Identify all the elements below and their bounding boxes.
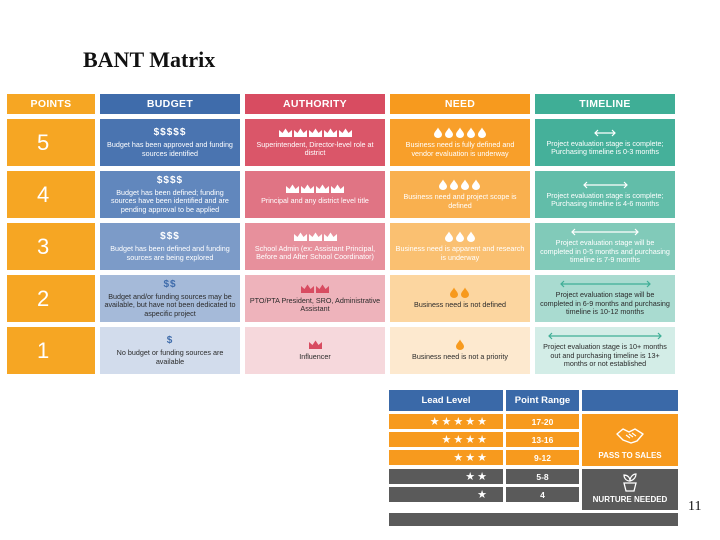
need-cell xyxy=(390,275,530,322)
authority-description: Influencer xyxy=(299,351,331,361)
lead-header-blank xyxy=(582,390,678,411)
drop-icon xyxy=(434,128,442,139)
need-cell xyxy=(390,223,530,270)
budget-dollar-icons: $$$$$ xyxy=(153,127,187,139)
budget-description: Budget has been approved and funding sources identified xyxy=(107,140,233,158)
drop-icon xyxy=(450,288,458,299)
authority-description: School Admin (ex: Assistant Principal, Before and After School Coordinator) xyxy=(254,243,376,261)
need-description: Business need and project scope is defined xyxy=(403,192,517,210)
page-number: 11 xyxy=(688,499,702,514)
authority-description: Superintendent, Director-level role at district xyxy=(256,139,374,157)
budget-description: Budget has been defined; funding sources have been identified and are pending approval to be applied xyxy=(111,187,229,214)
matrix-header-row xyxy=(7,94,678,114)
drop-icon xyxy=(445,232,453,243)
crown-icon xyxy=(301,184,314,193)
crown-icon xyxy=(294,128,307,137)
crown-icon xyxy=(316,184,329,193)
timeline-cell xyxy=(535,171,675,218)
drop-icon xyxy=(456,128,464,139)
authority-cell xyxy=(245,275,385,322)
budget-cell xyxy=(100,171,240,218)
timeline-cell xyxy=(535,119,675,166)
lead-level-table xyxy=(389,390,678,526)
drop-icon xyxy=(478,128,486,139)
timeline-arrow-icon xyxy=(547,332,663,340)
matrix-body xyxy=(7,119,678,374)
crown-icons xyxy=(278,128,353,138)
points-cell xyxy=(7,275,95,322)
budget-dollar-icons: $$$ xyxy=(160,231,180,243)
drop-icon xyxy=(445,128,453,139)
budget-cell xyxy=(100,327,240,374)
lead-level-header: Lead Level xyxy=(389,390,503,411)
timeline-description: Project evaluation stage will be completed in 6-9 months and purchasing timeline is 10-12 months xyxy=(540,290,670,317)
crown-icons xyxy=(308,340,323,350)
budget-cell xyxy=(100,223,240,270)
timeline-arrow-icon xyxy=(593,129,617,137)
point-range-value: 9-12 xyxy=(506,450,579,465)
plant-pot-icon xyxy=(619,472,641,492)
timeline-arrow-icon xyxy=(582,181,629,189)
points-cell xyxy=(7,223,95,270)
drop-icons xyxy=(438,179,482,190)
header-budget: BUDGET xyxy=(100,94,240,114)
matrix-row xyxy=(7,327,678,374)
drop-icon xyxy=(461,288,469,299)
lead-level-stars: ★★★★ xyxy=(389,432,503,447)
points-cell xyxy=(7,171,95,218)
header-authority: AUTHORITY xyxy=(245,94,385,114)
crown-icon xyxy=(309,128,322,137)
budget-dollar-icons: $$ xyxy=(163,278,177,290)
crown-icon xyxy=(331,184,344,193)
authority-cell xyxy=(245,171,385,218)
points-value: 4 xyxy=(37,181,50,207)
points-cell xyxy=(7,327,95,374)
lead-level-stars: ★★★★★ xyxy=(389,414,503,429)
points-value: 3 xyxy=(37,233,50,259)
points-value: 2 xyxy=(37,285,50,311)
matrix-row xyxy=(7,275,678,322)
point-range-value: 5-8 xyxy=(506,469,579,484)
header-points: POINTS xyxy=(7,94,95,114)
matrix-row xyxy=(7,171,678,218)
need-description: Business need is not defined xyxy=(414,300,506,310)
authority-cell xyxy=(245,119,385,166)
matrix-row xyxy=(7,223,678,270)
budget-cell xyxy=(100,119,240,166)
drop-icon xyxy=(456,340,464,351)
drop-icons xyxy=(433,127,488,138)
crown-icon xyxy=(279,128,292,137)
pass-to-sales-label: PASS TO SALES xyxy=(598,451,662,460)
point-range-value: 13-16 xyxy=(506,432,579,447)
crown-icons xyxy=(285,184,345,194)
authority-description: PTO/PTA President, SRO, Administrative Assistant xyxy=(249,295,381,313)
crown-icons xyxy=(293,232,338,242)
timeline-description: Project evaluation stage is complete; Purchasing timeline is 4-6 months xyxy=(546,190,664,208)
budget-description: Budget and/or funding sources may be available, but have not been dedicated to aspecific project xyxy=(104,291,236,318)
crown-icon xyxy=(316,284,329,293)
authority-description: Principal and any district level title xyxy=(261,195,369,205)
nurture-needed-label: NURTURE NEEDED xyxy=(592,495,668,504)
drop-icons xyxy=(455,339,466,350)
authority-cell xyxy=(245,327,385,374)
timeline-description: Project evaluation stage is complete; Purchasing timeline is 0-3 months xyxy=(546,138,664,156)
drop-icon xyxy=(467,232,475,243)
budget-description: No budget or funding sources are available xyxy=(116,348,224,366)
budget-dollar-icons: $$$$ xyxy=(156,174,184,186)
budget-cell xyxy=(100,275,240,322)
need-description: Business need is not a priority xyxy=(412,352,508,362)
crown-icon xyxy=(286,184,299,193)
pass-to-sales-badge xyxy=(582,414,678,466)
drop-icon xyxy=(467,128,475,139)
drop-icon xyxy=(472,180,480,191)
header-timeline: TIMELINE xyxy=(535,94,675,114)
authority-cell xyxy=(245,223,385,270)
point-range-value: 4 xyxy=(506,487,579,502)
crown-icon xyxy=(324,128,337,137)
drop-icon xyxy=(456,232,464,243)
crown-icon xyxy=(324,232,337,241)
need-description: Business need is apparent and research is underway xyxy=(395,244,525,262)
need-cell xyxy=(390,119,530,166)
lead-level-stars: ★★★ xyxy=(389,450,503,465)
points-value: 1 xyxy=(37,337,50,363)
drop-icons xyxy=(449,287,471,298)
crown-icon xyxy=(309,340,322,349)
points-cell xyxy=(7,119,95,166)
nurture-needed-badge xyxy=(582,469,678,510)
slide-title: BANT Matrix xyxy=(83,47,216,72)
crown-icon xyxy=(339,128,352,137)
budget-description: Budget has been defined and funding sources are being explored xyxy=(110,244,230,262)
handshake-icon xyxy=(615,426,645,446)
timeline-cell xyxy=(535,223,675,270)
crown-icon xyxy=(301,284,314,293)
drop-icon xyxy=(461,180,469,191)
lead-level-stars: ★★ xyxy=(389,469,503,484)
timeline-description: Project evaluation stage is 10+ months out and purchasing timeline is 13+ months or not established xyxy=(543,342,667,369)
need-cell xyxy=(390,327,530,374)
crown-icon xyxy=(294,232,307,241)
point-range-value: 17-20 xyxy=(506,414,579,429)
header-need: NEED xyxy=(390,94,530,114)
timeline-description: Project evaluation stage will be completed in 0-5 months and purchasing timeline is 7-9 months xyxy=(540,238,670,265)
drop-icon xyxy=(439,180,447,191)
need-cell xyxy=(390,171,530,218)
timeline-arrow-icon xyxy=(570,228,640,236)
crown-icons xyxy=(300,284,330,294)
matrix-row xyxy=(7,119,678,166)
need-description: Business need is fully defined and vendor evaluation is underway xyxy=(405,140,515,158)
timeline-cell xyxy=(535,327,675,374)
lead-level-stars: ★ xyxy=(389,487,503,502)
point-range-header: Point Range xyxy=(506,390,579,411)
points-value: 5 xyxy=(37,129,50,155)
crown-icon xyxy=(309,232,322,241)
lead-footer-bar xyxy=(389,513,678,526)
timeline-arrow-icon xyxy=(559,280,652,288)
budget-dollar-icons: $ xyxy=(166,335,174,347)
bant-matrix xyxy=(7,94,678,379)
drop-icon xyxy=(450,180,458,191)
timeline-cell xyxy=(535,275,675,322)
drop-icons xyxy=(444,231,477,242)
